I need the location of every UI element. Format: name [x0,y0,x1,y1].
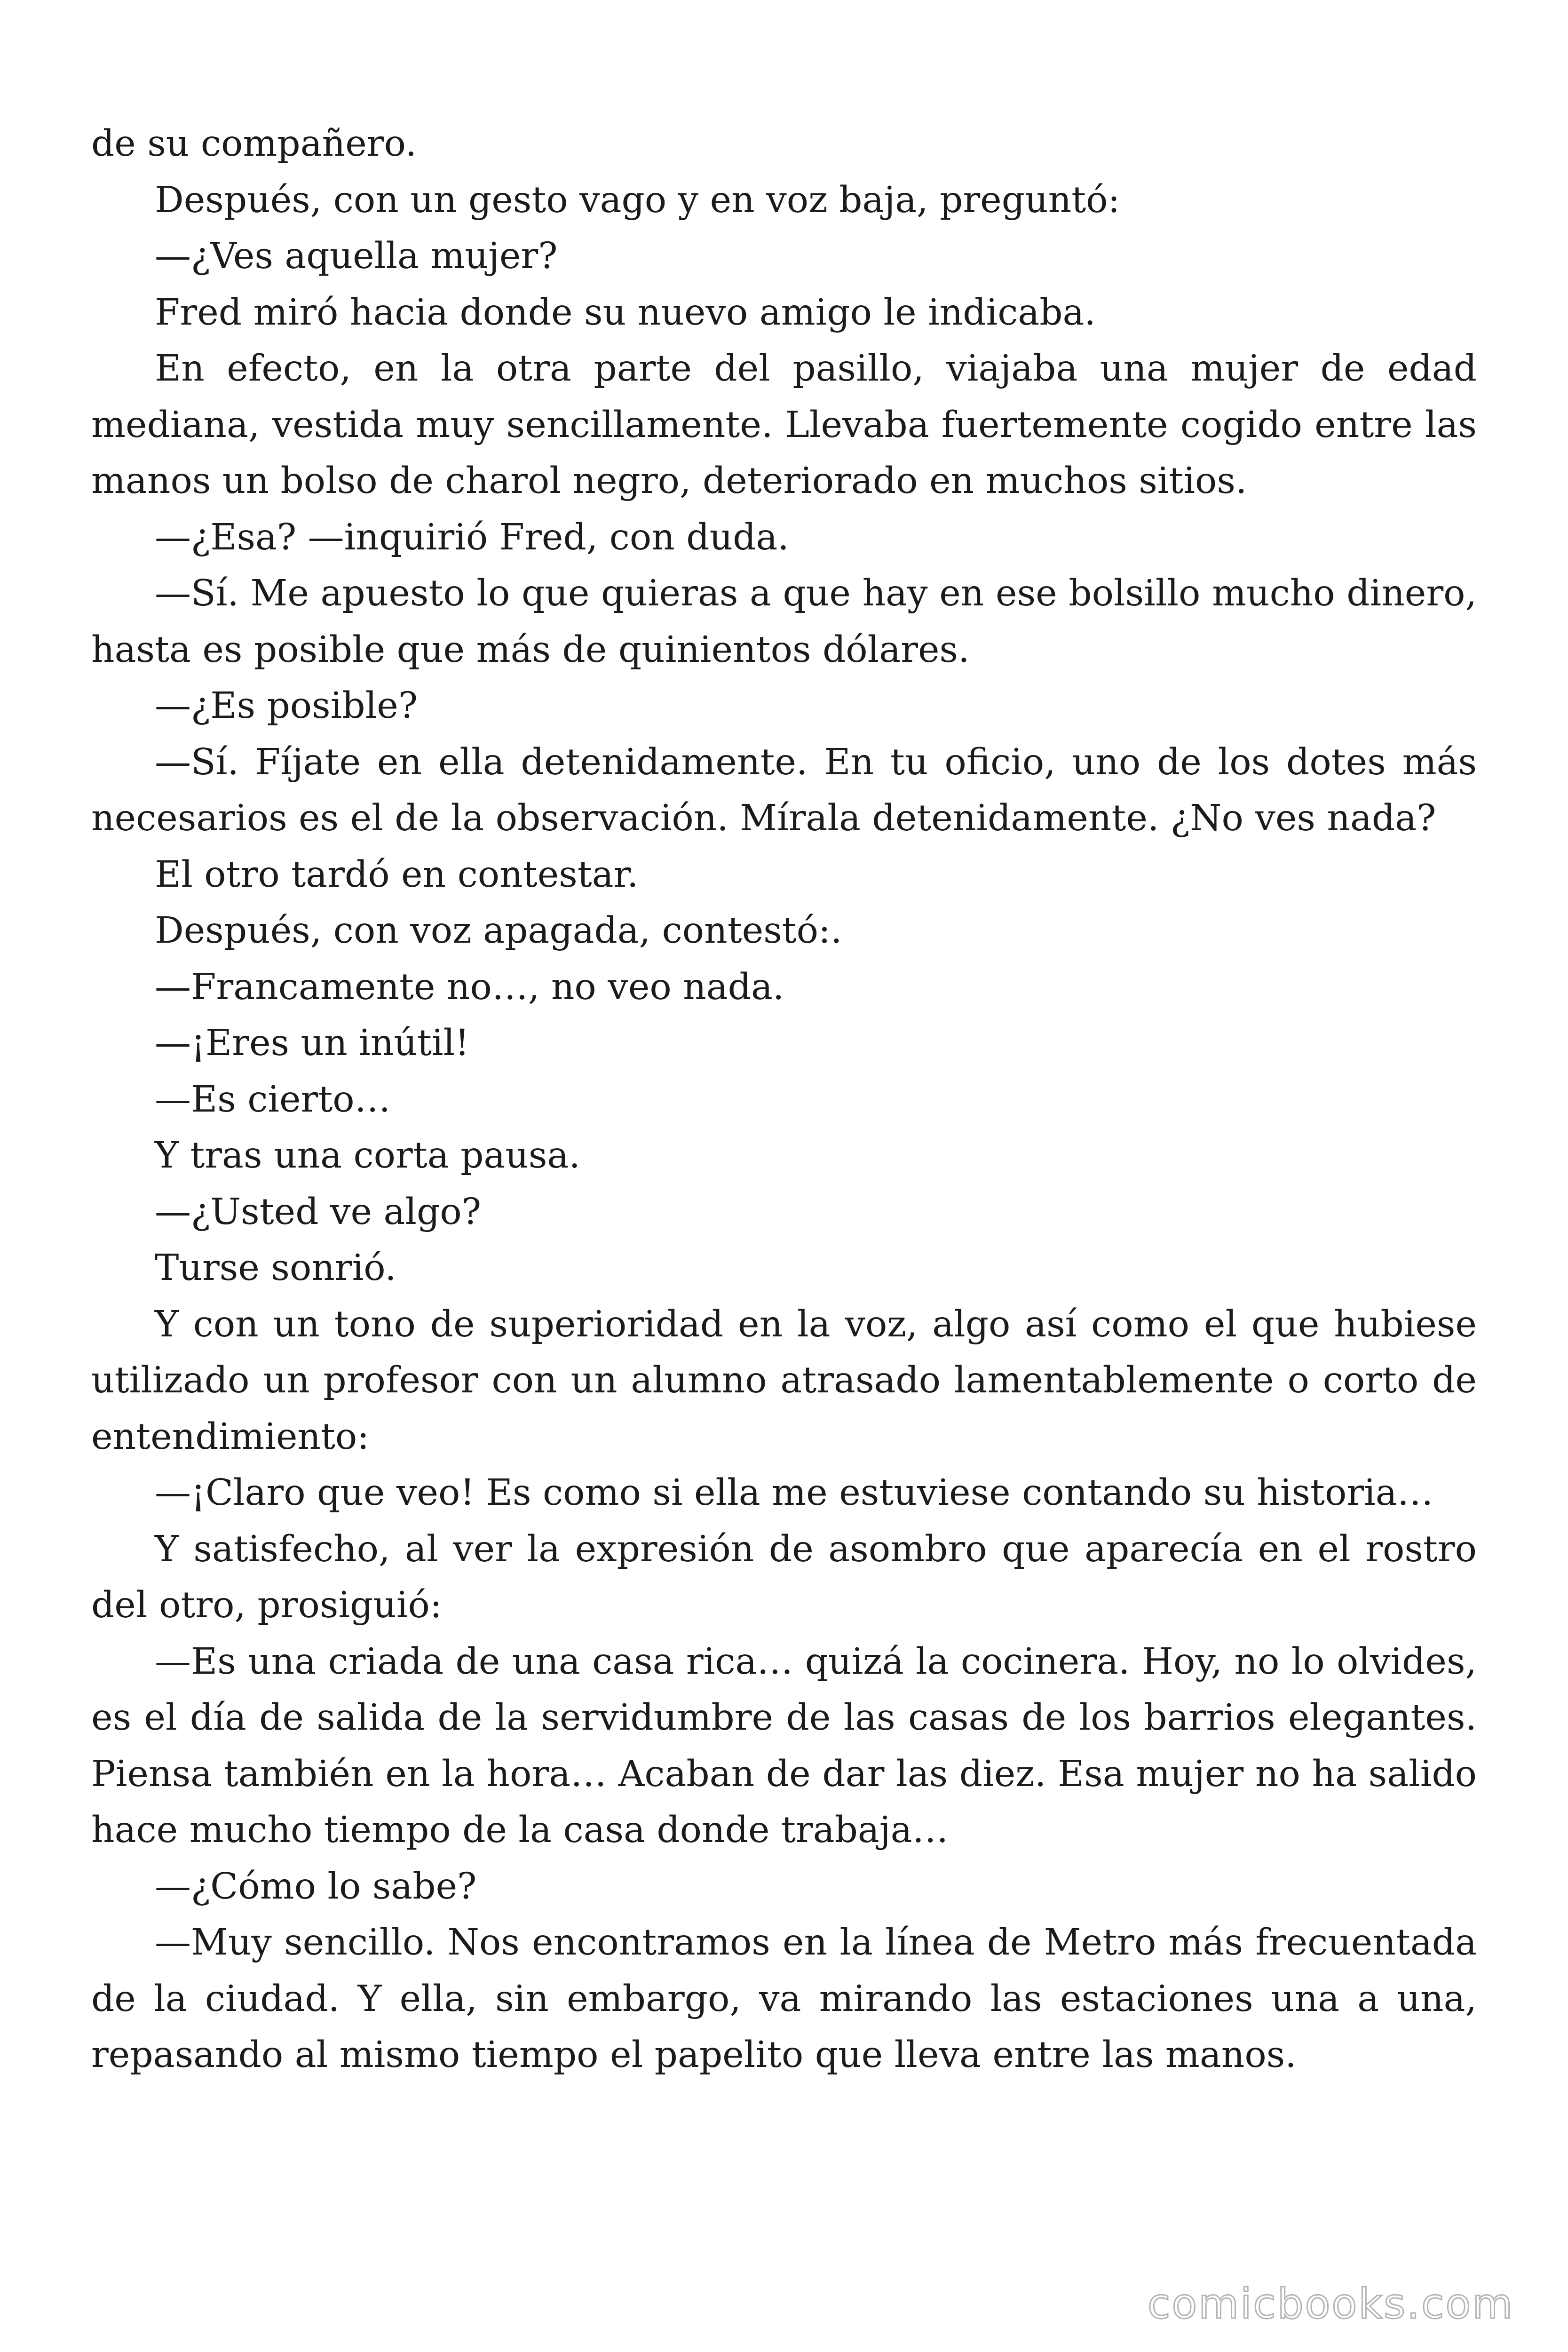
paragraph: El otro tardó en contestar. [155,853,639,896]
paragraph: —¡Claro que veo! Es como si ella me estuviese contando su historia… [155,1472,1433,1514]
paragraph: —¿Cómo lo sabe? [155,1865,477,1907]
paragraph: Y tras una corta pausa. [155,1135,580,1176]
paragraph: —Muy sencillo. Nos encontramos en la línea de Metro más frecuentada de la ciudad. Y ella, sin embargo, va mirando las estaciones una a una, repasando al mismo tiempo el papelito que lleva entre las manos. [91,1922,1477,2076]
paragraph: Después, con voz apagada, contestó:. [155,910,842,952]
paragraph: —Es cierto… [155,1078,391,1120]
paragraph: —¿Ves aquella mujer? [155,235,558,277]
paragraph: —Sí. Fíjate en ella detenidamente. En tu oficio, uno de los dotes más necesarios es el de la observación. Mírala detenidamente. ¿No ves nada? [91,741,1477,839]
paragraph: —¿Usted ve algo? [155,1191,481,1233]
paragraph: En efecto, en la otra parte del pasillo, viajaba una mujer de edad mediana, vestida muy sencillamente. Llevaba fuertemente cogido entre las manos un bolso de charol negro, deteriorado en muchos sitios. [91,348,1477,502]
paragraph: —Francamente no…, no veo nada. [155,966,784,1008]
paragraph: Y satisfecho, al ver la expresión de asombro que aparecía en el rostro del otro, prosiguió: [91,1528,1477,1626]
paragraph: —Es una criada de una casa rica… quizá la cocinera. Hoy, no lo olvides, es el día de salida de la servidumbre de las casas de los barrios elegantes. Piensa también en la hora… Acaban de dar las diez. Esa mujer no ha salido hace mucho tiempo de la casa donde trabaja… [91,1640,1477,1851]
watermark: comicbooks.com [1148,2280,1514,2328]
page-body [91,116,1477,2083]
paragraph: —¿Es posible? [155,685,418,727]
paragraph: Turse sonrió. [155,1247,396,1289]
paragraph: Fred miró hacia donde su nuevo amigo le indicaba. [155,291,1096,334]
paragraph: —¡Eres un inútil! [155,1022,470,1064]
paragraph: —¿Esa? —inquirió Fred, con duda. [155,516,789,558]
paragraph: de su compañero. [91,123,417,165]
paragraph: —Sí. Me apuesto lo que quieras a que hay en ese bolsillo mucho dinero, hasta es posible que más de quinientos dólares. [91,572,1477,671]
paragraph: Después, con un gesto vago y en voz baja, preguntó: [155,179,1120,221]
paragraph: Y con un tono de superioridad en la voz, algo así como el que hubiese utilizado un profesor con un alumno atrasado lamentablemente o corto de entendimiento: [91,1303,1477,1458]
